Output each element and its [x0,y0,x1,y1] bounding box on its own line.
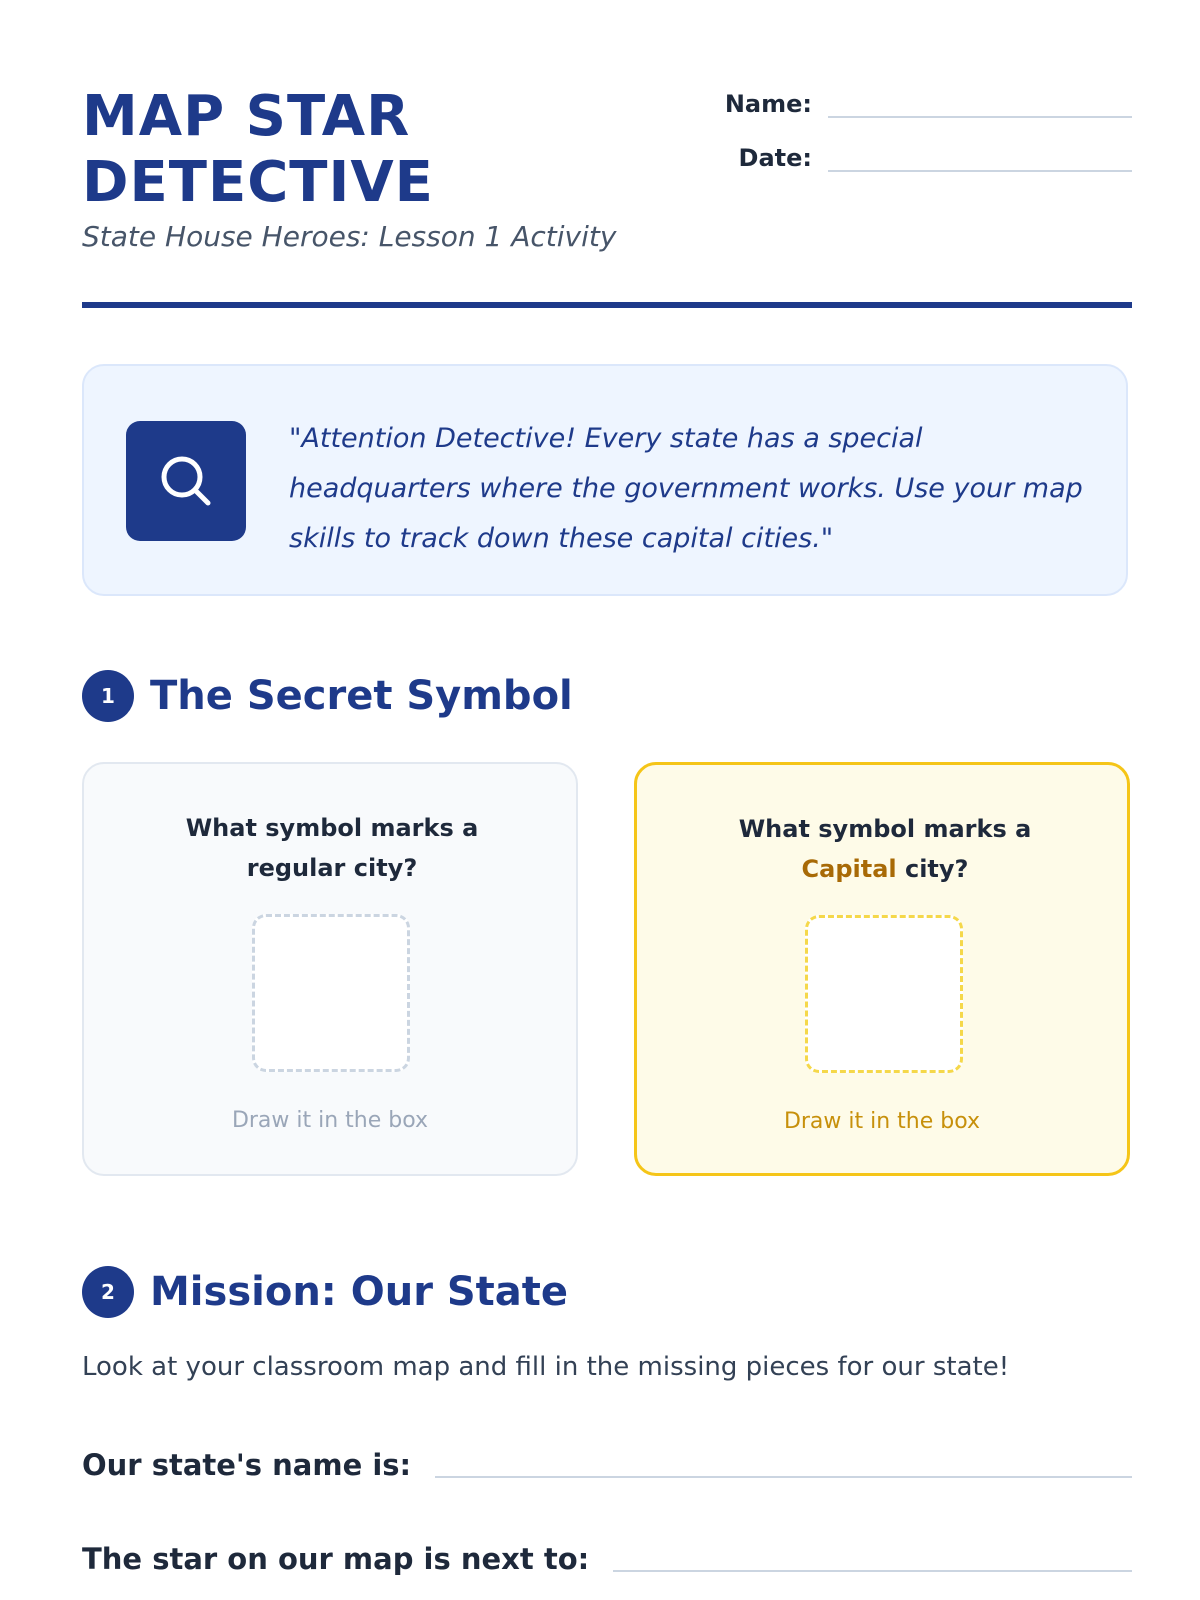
intro-quote: "Attention Detective! Every state has a special headquarters where the government works. Use your map skills to track down these capital cities." [289,423,1083,554]
capital-city-question [687,809,1083,889]
date-label: Date: [738,144,812,172]
regular-symbol-draw-box[interactable] [252,914,410,1072]
worksheet-title: MAP STAR DETECTIVE [82,84,434,215]
name-label: Name: [724,90,812,118]
name-row [712,84,1132,118]
regular-city-card [82,762,578,1176]
search-icon [126,421,246,541]
state-name-label: Our state's name is: [82,1448,412,1482]
worksheet-page [82,0,1132,1576]
section-number-badge: 2 [82,1266,134,1318]
capital-highlight: Capital [801,855,897,883]
question-text-end: city? [896,855,969,883]
section-title: Mission: Our State [150,1269,569,1315]
section-number-badge: 1 [82,670,134,722]
draw-hint: Draw it in the box [783,1109,981,1134]
draw-hint: Draw it in the box [231,1108,429,1133]
section-title: The Secret Symbol [150,673,573,719]
section-2-heading [82,1266,568,1318]
student-info [712,84,1132,192]
capital-city-card [634,762,1130,1176]
capital-symbol-draw-box[interactable] [805,915,963,1073]
mission-instructions: Look at your classroom map and fill in the missing pieces for our state! [82,1352,1010,1382]
name-field[interactable] [828,84,1132,118]
regular-city-question: What symbol marks a regular city? [185,814,479,882]
star-location-row [82,1536,1132,1576]
section-1-heading [82,670,573,722]
state-name-row [82,1442,1132,1482]
header-divider [82,302,1132,308]
date-row [712,138,1132,172]
worksheet-header [82,0,1132,310]
worksheet-subtitle: State House Heroes: Lesson 1 Activity [82,220,617,253]
star-location-field[interactable] [613,1536,1132,1572]
intro-callout [82,364,1128,596]
state-name-field[interactable] [435,1442,1132,1478]
star-location-label: The star on our map is next to: [82,1542,590,1576]
date-field[interactable] [828,138,1132,172]
question-text: What symbol marks a [738,815,1032,843]
